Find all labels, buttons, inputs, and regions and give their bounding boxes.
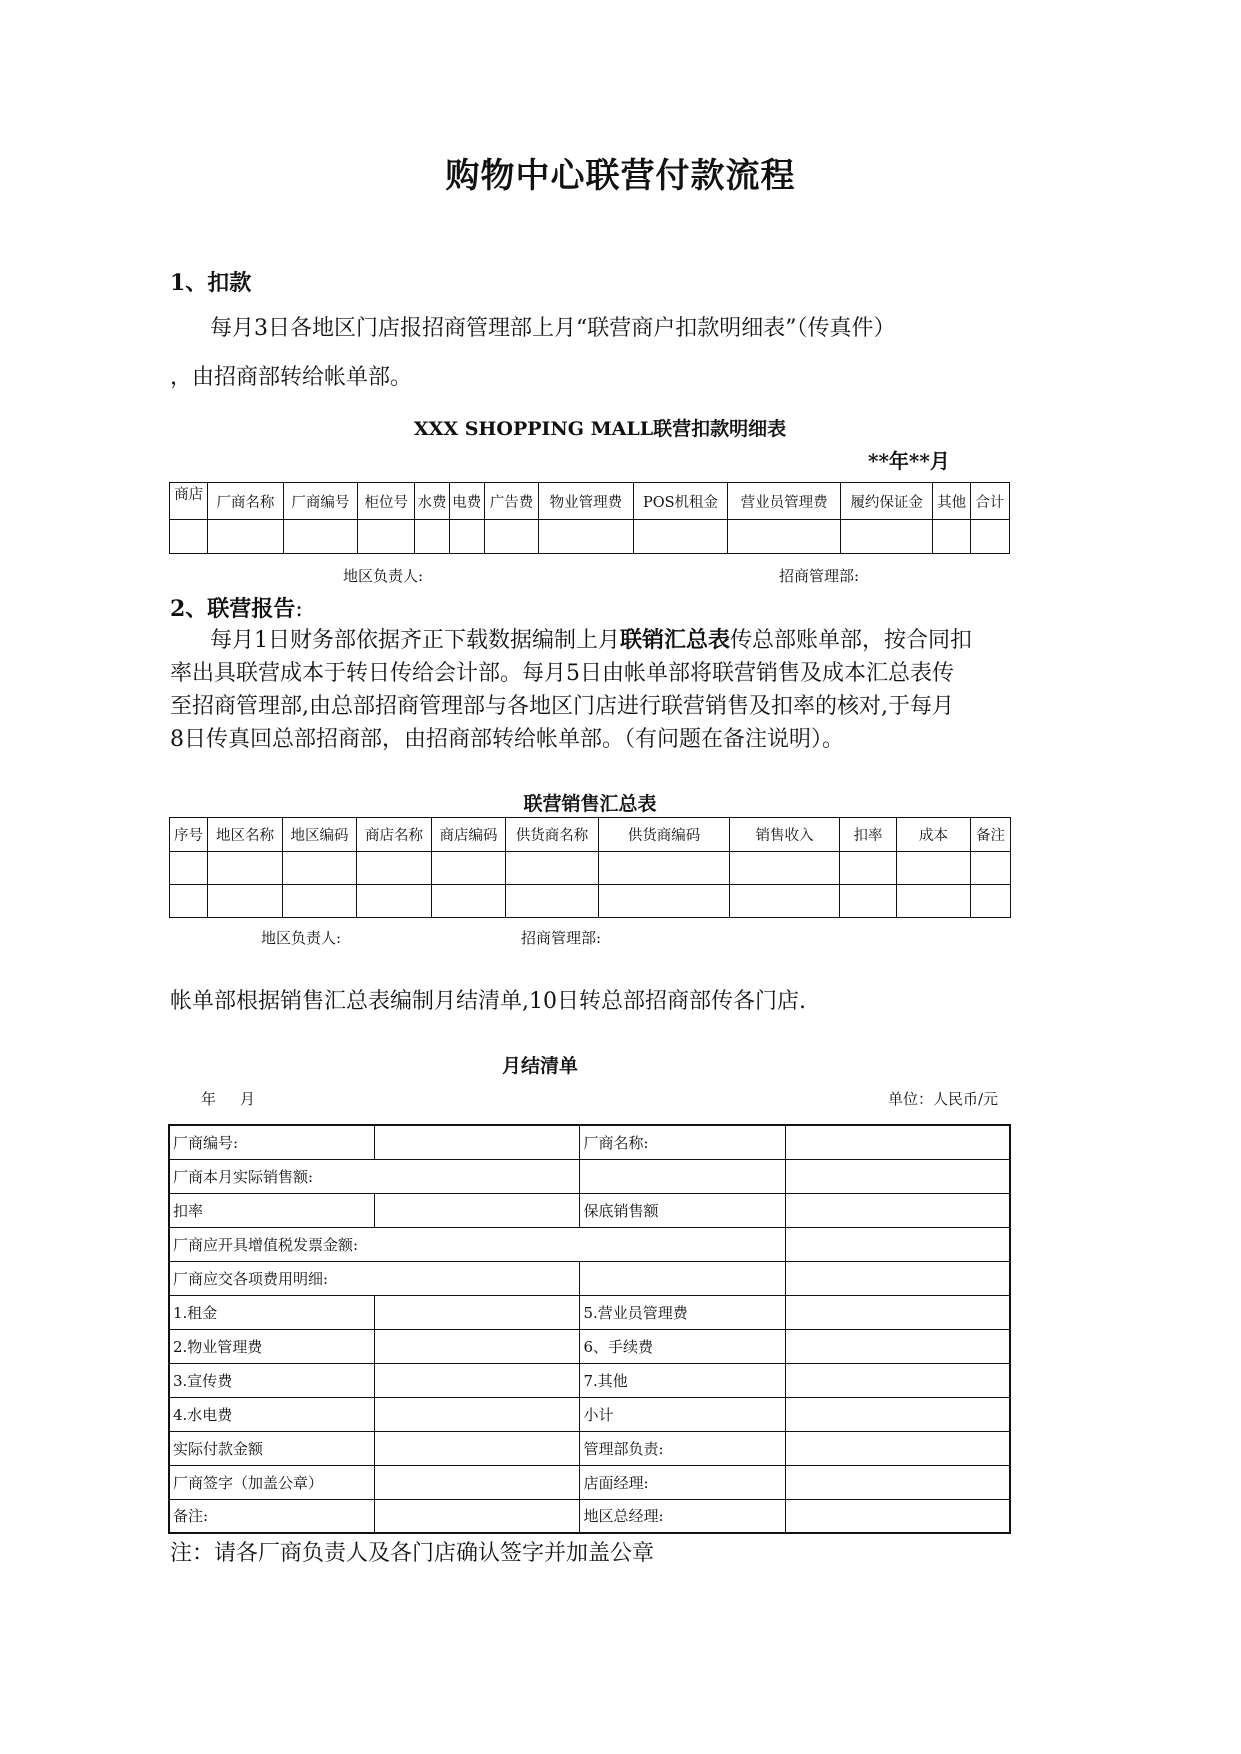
table2-caption: 联营销售汇总表 [523,793,657,815]
table2-cell[interactable] [432,885,506,918]
vendor-sign-value[interactable] [374,1465,579,1499]
table-row [169,1397,1010,1431]
table-row [169,1363,1010,1397]
table2-cell[interactable] [971,852,1011,885]
actual-sales-value[interactable] [580,1159,785,1193]
remarks-value[interactable] [374,1499,579,1533]
table1-cell[interactable] [415,520,449,554]
rate-value[interactable] [374,1193,579,1227]
table1-caption: XXX SHOPPING MALL联营扣款明细表 [413,418,787,440]
subtotal-value[interactable] [785,1397,1010,1431]
table1-header-cell: 厂商编号 [283,483,357,520]
table-row [169,1295,1010,1329]
section2-heading-wrap [170,592,303,623]
page-title: 购物中心联营付款流程 [445,156,796,196]
vendor-name-value[interactable] [785,1125,1010,1159]
section1-line1: 每月3日各地区门店报招商管理部上月“联营商户扣款明细表”（传真件） [210,316,896,341]
table1-header-cell: 合计 [970,483,1009,520]
actual-sales-label: 厂商本月实际销售额: [169,1159,580,1193]
handling-fee-label: 6、手续费 [580,1329,785,1363]
fee-detail-value[interactable] [580,1261,785,1295]
rate-label: 扣率 [169,1193,374,1227]
table2-cell[interactable] [897,852,971,885]
table2-cell[interactable] [283,852,357,885]
table2-cell[interactable] [208,852,283,885]
vat-invoice-label: 厂商应开具增值税发票金额: [169,1227,785,1261]
store-manager-value[interactable] [785,1465,1010,1499]
handling-fee-value[interactable] [785,1329,1010,1363]
actual-sales-extra[interactable] [785,1159,1010,1193]
table-row [170,852,1011,885]
mgmt-sign-value[interactable] [785,1431,1010,1465]
vendor-name-label: 厂商名称: [580,1125,785,1159]
table2-cell[interactable] [730,885,840,918]
summary-table-name: 联销汇总表 [620,627,731,653]
table1-cell[interactable] [933,520,970,554]
table2-cell[interactable] [599,885,730,918]
section2-line1-pre: 每月1日财务部依据齐正下载数据编制上月 [210,628,620,653]
table2-header-cell: 地区编码 [283,818,357,852]
utility-fee-label: 4.水电费 [169,1397,374,1431]
subtotal-label: 小计 [580,1397,785,1431]
table3-year-label: 年 [201,1090,217,1108]
table1-header-cell: 水费 [415,483,449,520]
section2-colon: : [295,597,303,622]
table2-cell[interactable] [170,852,208,885]
table1-cell[interactable] [539,520,634,554]
section1-heading: 1、扣款 [170,270,252,296]
table-row [169,1431,1010,1465]
regional-gm-value[interactable] [785,1499,1010,1533]
monthly-statement-table [168,1124,1011,1534]
table1-cell[interactable] [170,520,208,554]
property-fee-label: 2.物业管理费 [169,1329,374,1363]
table2-header-cell: 供货商编码 [599,818,730,852]
staff-fee-label: 5.营业员管理费 [580,1295,785,1329]
table1-cell[interactable] [840,520,933,554]
table1-cell[interactable] [283,520,357,554]
table1-cell[interactable] [970,520,1009,554]
table2-header-cell: 供货商名称 [506,818,599,852]
table2-header-cell: 序号 [170,818,208,852]
remarks-label: 备注: [169,1499,374,1533]
table-row [169,1261,1010,1295]
table1-header-cell: 柜位号 [358,483,415,520]
table3-caption: 月结清单 [501,1055,578,1077]
min-sales-label: 保底销售额 [580,1193,785,1227]
table1-header-cell: 物业管理费 [539,483,634,520]
table2-cell[interactable] [432,852,506,885]
section1-line2: ，由招商部转给帐单部。 [170,365,413,390]
section2-line3: 至招商管理部,由总部招商管理部与各地区门店进行联营销售及扣率的核对,于每月 [170,694,954,719]
actual-payment-label: 实际付款金额 [169,1431,374,1465]
table1-sign-right: 招商管理部: [779,567,860,585]
table1-cell[interactable] [358,520,415,554]
table1-header-cell: 厂商名称 [208,483,283,520]
sales-summary-table [169,817,1011,918]
vendor-code-label: 厂商编号: [169,1125,374,1159]
table-row [169,1159,1010,1193]
deduction-detail-table [169,482,1010,554]
table2-cell[interactable] [599,852,730,885]
table1-cell[interactable] [484,520,538,554]
table2-header-cell: 销售收入 [730,818,840,852]
table2-header-cell: 成本 [897,818,971,852]
table1-header-cell: POS机租金 [633,483,728,520]
table-row [169,1465,1010,1499]
table3-unit-label: 单位：人民币/元 [888,1090,999,1108]
table-row [169,1499,1010,1533]
table1-header-cell: 商店 [170,483,208,520]
table1-cell[interactable] [449,520,484,554]
section2-heading: 2、联营报告 [170,596,296,622]
table2-cell[interactable] [730,852,840,885]
billing-note: 帐单部根据销售汇总表编制月结清单,10日转总部招商部传各门店. [170,989,806,1014]
staff-fee-value[interactable] [785,1295,1010,1329]
fee-detail-extra[interactable] [785,1261,1010,1295]
table2-header-cell: 商店编码 [432,818,506,852]
table1-header-cell: 电费 [449,483,484,520]
min-sales-value[interactable] [785,1193,1010,1227]
table1-cell[interactable] [633,520,728,554]
table1-cell[interactable] [208,520,283,554]
table2-header-cell: 备注 [971,818,1011,852]
section2-line2: 率出具联营成本于转日传给会计部。每月5日由帐单部将联营销售及成本汇总表传 [170,661,954,686]
other-fee-value[interactable] [785,1363,1010,1397]
table2-sign-right: 招商管理部: [521,929,602,947]
vendor-code-value[interactable] [374,1125,579,1159]
table-row [169,1193,1010,1227]
table2-cell[interactable] [283,885,357,918]
fee-detail-label: 厂商应交各项费用明细: [169,1261,580,1295]
table3-month-label: 月 [240,1090,256,1108]
table2-cell[interactable] [506,885,599,918]
table2-cell[interactable] [357,852,432,885]
table-row [170,520,1010,554]
vat-invoice-value[interactable] [785,1227,1010,1261]
table2-header-row [170,818,1011,852]
table2-cell[interactable] [357,885,432,918]
table1-sign-left: 地区负责人: [343,567,424,585]
table-row [169,1227,1010,1261]
table2-cell[interactable] [971,885,1011,918]
utility-fee-value[interactable] [374,1397,579,1431]
table1-cell[interactable] [728,520,841,554]
regional-gm-label: 地区总经理: [580,1499,785,1533]
table1-header-row [170,483,1010,520]
table1-header-cell: 其他 [933,483,970,520]
actual-payment-value[interactable] [374,1431,579,1465]
rent-value[interactable] [374,1295,579,1329]
table2-header-cell: 扣率 [840,818,897,852]
table-row [169,1125,1010,1159]
table2-sign-left: 地区负责人: [261,929,342,947]
table2-cell[interactable] [170,885,208,918]
table-row [169,1329,1010,1363]
section2-line1 [210,624,972,657]
table1-header-cell: 履约保证金 [840,483,933,520]
table2-cell[interactable] [840,885,897,918]
table2-cell[interactable] [897,885,971,918]
other-fee-label: 7.其他 [580,1363,785,1397]
table1-period: **年**月 [868,449,950,473]
table2-cell[interactable] [208,885,283,918]
section2-line1-post: 传总部账单部，按合同扣 [730,628,973,653]
vendor-sign-label: 厂商签字（加盖公章） [169,1465,374,1499]
mgmt-sign-label: 管理部负责: [580,1431,785,1465]
rent-label: 1.租金 [169,1295,374,1329]
table2-header-cell: 商店名称 [357,818,432,852]
store-manager-label: 店面经理: [580,1465,785,1499]
property-fee-value[interactable] [374,1329,579,1363]
table1-header-cell: 营业员管理费 [728,483,841,520]
table2-cell[interactable] [506,852,599,885]
table2-header-cell: 地区名称 [208,818,283,852]
promo-fee-label: 3.宣传费 [169,1363,374,1397]
promo-fee-value[interactable] [374,1363,579,1397]
footer-note: 注：请各厂商负责人及各门店确认签字并加盖公章 [170,1541,655,1566]
section2-line4: 8日传真回总部招商部，由招商部转给帐单部。（有问题在备注说明）。 [170,727,844,752]
table2-cell[interactable] [840,852,897,885]
table-row [170,885,1011,918]
table1-header-cell: 广告费 [484,483,538,520]
